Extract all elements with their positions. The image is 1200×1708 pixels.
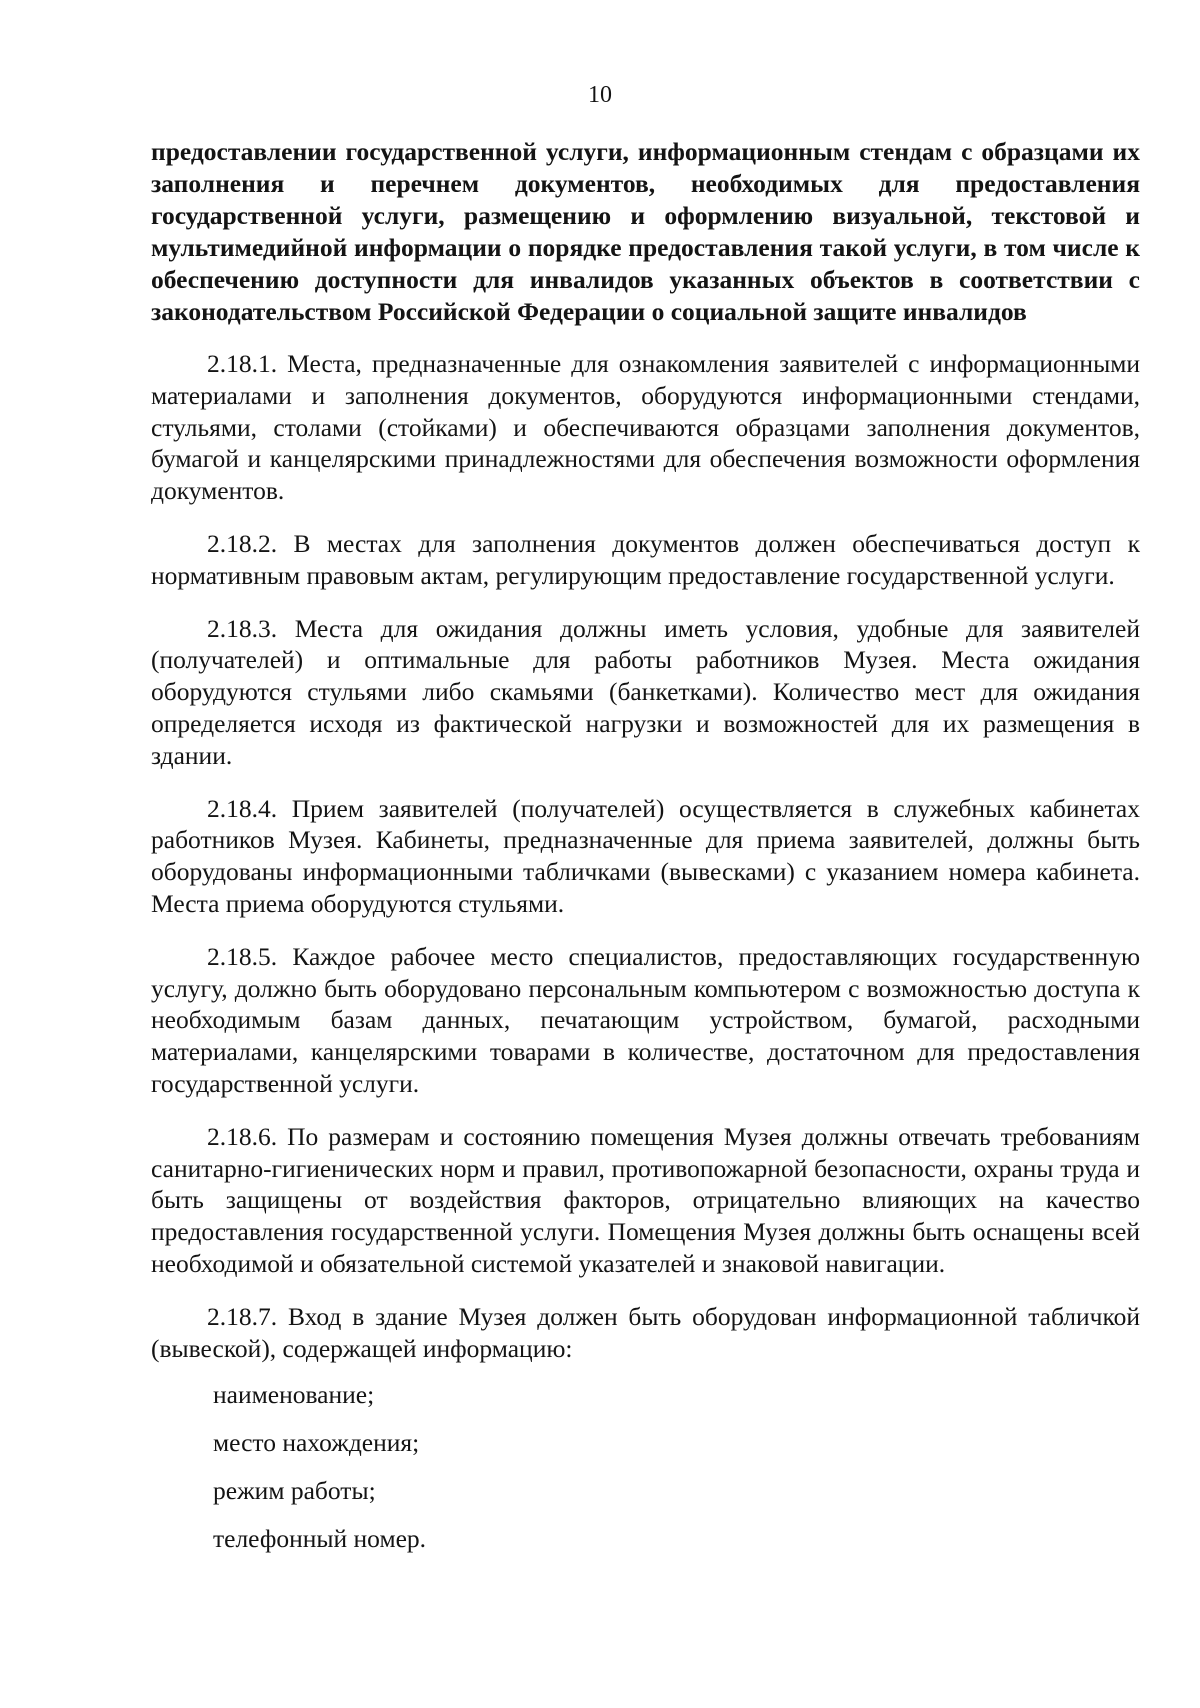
paragraph-2-18-4: 2.18.4. Прием заявителей (получателей) осуществляется в служебных кабинетах работников Музея. Кабинеты, предназначенные для приема заявителей, должны быть оборудованы информационными табличками (вывесками) с указанием номера кабинета. Места приема оборудуются стульями. xyxy=(151,793,1140,918)
page-number: 10 xyxy=(588,82,612,108)
list-item: телефонный номер. xyxy=(213,1524,427,1554)
list-item: режим работы; xyxy=(213,1476,376,1506)
document-body xyxy=(151,136,1140,1571)
paragraph-2-18-5: 2.18.5. Каждое рабочее место специалистов, предоставляющих государственную услугу, должно быть оборудовано персональным компьютером с возможностью доступа к необходимым базам данных, печатающим устройством, бумагой, расходными материалами, канцелярскими товарами в количестве, достаточном для предоставления государственной услуги. xyxy=(151,941,1140,1098)
section-heading: предоставлении государственной услуги, информационным стендам с образцами их заполнения и перечнем документов, необходимых для предоставления государственной услуги, размещению и оформлению визуальной, текстовой и мультимедийной информации о порядке предоставления такой услуги, в том числе к обеспечению доступности для инвалидов указанных объектов в соответствии с законодательством Российской Федерации о социальной защите инвалидов xyxy=(151,137,1140,326)
paragraph-2-18-3: 2.18.3. Места для ожидания должны иметь условия, удобные для заявителей (получателей) и оптимальные для работы работников Музея. Места ожидания оборудуются стульями либо скамьями (банкетками). Количество мест для ожидания определяется исходя из фактической нагрузки и возможностей для их размещения в здании. xyxy=(151,613,1140,770)
info-list xyxy=(151,1379,1140,1555)
list-item: место нахождения; xyxy=(213,1428,420,1458)
paragraph-2-18-6: 2.18.6. По размерам и состоянию помещения Музея должны отвечать требованиям санитарно-гигиенических норм и правил, противопожарной безопасности, охраны труда и быть защищены от воздействия факторов, отрицательно влияющих на качество предоставления государственной услуги. Помещения Музея должны быть оснащены всей необходимой и обязательной системой указателей и знаковой навигации. xyxy=(151,1121,1140,1278)
paragraph-2-18-2: 2.18.2. В местах для заполнения документов должен обеспечиваться доступ к нормативным правовым актам, регулирующим предоставление государственной услуги. xyxy=(151,528,1140,590)
list-item: наименование; xyxy=(213,1380,375,1410)
paragraph-2-18-7: 2.18.7. Вход в здание Музея должен быть оборудован информационной табличкой (вывеской), содержащей информацию: xyxy=(151,1301,1140,1363)
paragraph-2-18-1: 2.18.1. Места, предназначенные для ознакомления заявителей с информационными материалами и заполнения документов, оборудуются информационными стендами, стульями, столами (стойками) и обеспечиваются образцами заполнения документов, бумагой и канцелярскими принадлежностями для обеспечения возможности оформления документов. xyxy=(151,349,1140,506)
